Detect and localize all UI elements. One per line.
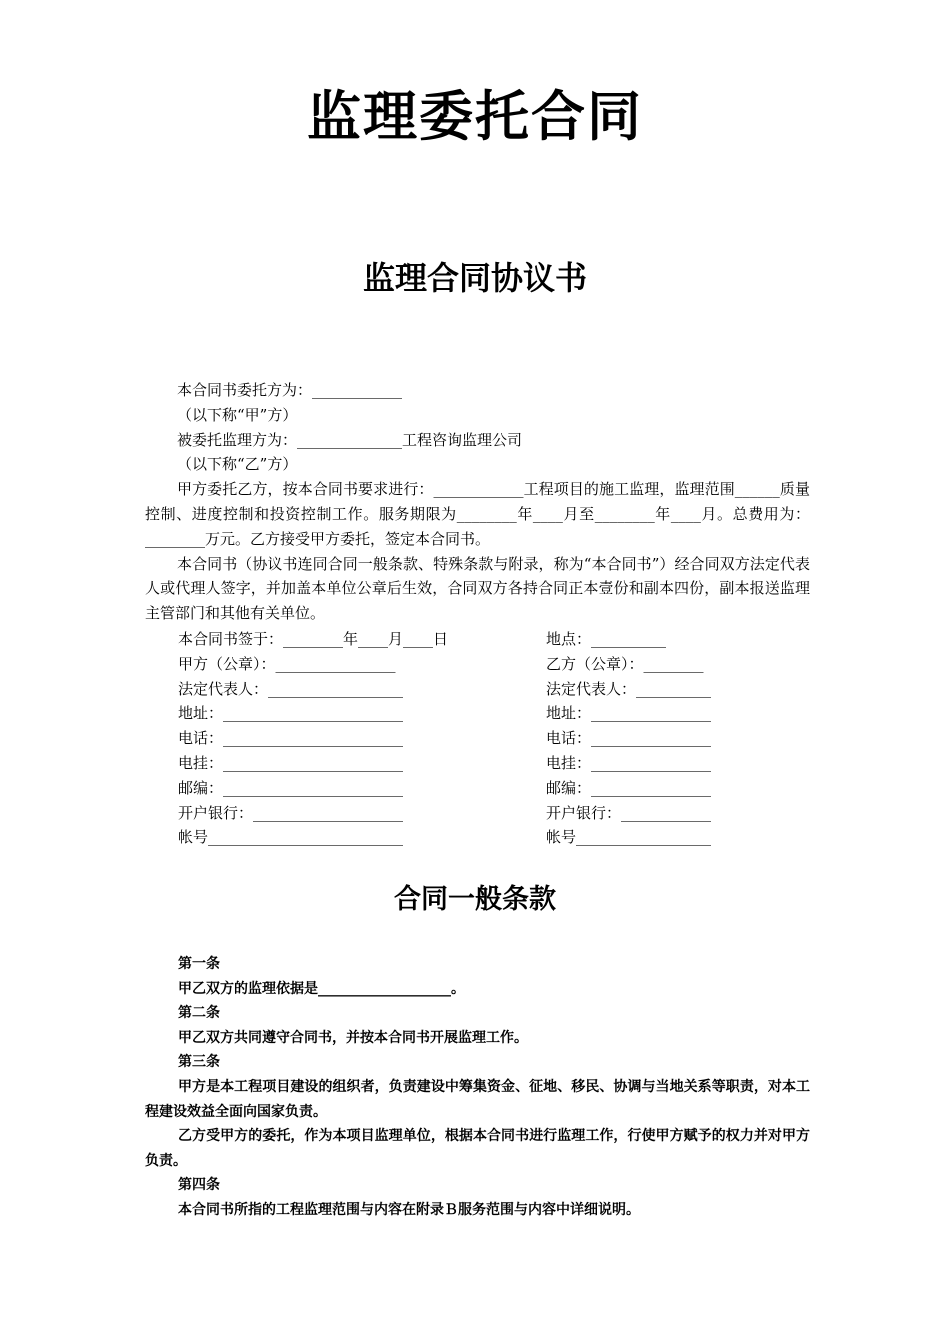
- party-a-postcode-field: 邮编：________________________: [178, 778, 404, 797]
- agreement-title: 监理合同协议书: [362, 259, 587, 297]
- article-4-heading: 第四条: [178, 1177, 220, 1194]
- agreement-client-alias: （以下称“甲”方）: [177, 405, 298, 424]
- article-3-text-party-a: 甲方是本工程项目建设的组织者，负责建设中筹集资金、征地、移民、协调与当地关系等职责，对本工程建设效益全面向国家负责。: [145, 1078, 810, 1120]
- party-b-seal-field: 乙方（公章）：________: [546, 654, 704, 673]
- agreement-contractor-line: 被委托监理方为：______________工程咨询监理公司: [177, 430, 523, 449]
- article-1-text: 甲乙双方的监理依据是___________________。: [178, 980, 465, 997]
- article-2-text: 甲乙双方共同遵守合同书，并按本合同书开展监理工作。: [178, 1029, 528, 1046]
- agreement-scope-paragraph: 甲方委托乙方，按本合同书要求进行：____________工程项目的施工监理，监理范围______质量控制、进度控制和投资控制工作。服务期限为________年____月至________年____月。总费用为：________万元。乙方接受甲方委托，签定本合同书。: [145, 480, 810, 548]
- agreement-body: [145, 378, 810, 626]
- party-b-postcode-field: 邮编：________________: [546, 778, 712, 797]
- signature-row-bank: [0, 801, 950, 826]
- general-terms-title: 合同一般条款: [394, 884, 556, 915]
- signature-row-address: [0, 701, 950, 726]
- party-b-bank-field: 开户银行：____________: [546, 803, 712, 822]
- party-b-account-field: 帐号__________________: [546, 828, 712, 847]
- signature-row-account: [0, 825, 950, 850]
- signature-row-phone: [0, 726, 950, 751]
- article-3-heading: 第三条: [178, 1054, 220, 1071]
- signature-row-date: [0, 627, 950, 652]
- article-1-heading: 第一条: [178, 956, 220, 972]
- document-main-title: 监理委托合同: [307, 85, 643, 148]
- party-a-telegraph-field: 电挂：________________________: [178, 753, 404, 772]
- party-a-bank-field: 开户银行：____________________: [178, 803, 404, 822]
- article-2-heading: 第二条: [178, 1005, 220, 1022]
- signature-row-representative: [0, 677, 950, 702]
- signing-date-field: 本合同书签于：________年____月____日: [178, 630, 449, 648]
- general-terms-body: [145, 952, 810, 1223]
- article-3-text-party-b: 乙方受甲方的委托，作为本项目监理单位，根据本合同书进行监理工作，行使甲方赋予的权力并对甲方负责。: [145, 1128, 810, 1169]
- signature-block: [0, 627, 950, 850]
- signature-row-seal: [0, 652, 950, 677]
- party-a-phone-field: 电话：________________________: [178, 729, 404, 748]
- party-a-address-field: 地址：________________________: [178, 704, 404, 723]
- agreement-client-line: 本合同书委托方为：____________: [177, 381, 403, 399]
- signature-row-postcode: [0, 776, 950, 801]
- article-4-text: 本合同书所指的工程监理范围与内容在附录Ｂ服务范围与内容中详细说明。: [178, 1201, 640, 1218]
- party-b-telegraph-field: 电挂：________________: [546, 753, 712, 772]
- agreement-validity-paragraph: 本合同书（协议书连同合同一般条款、特殊条款与附录，称为“本合同书”）经合同双方法定代表人或代理人签字，并加盖本单位公章后生效，合同双方各持合同正本壹份和副本四份，副本报送监理主管部门和其他有关单位。: [145, 554, 810, 623]
- party-a-representative-field: 法定代表人：__________________: [178, 679, 404, 698]
- party-b-phone-field: 电话：________________: [546, 729, 712, 748]
- signing-place-field: 地点：__________: [546, 630, 667, 648]
- party-a-account-field: 帐号__________________________: [178, 828, 404, 847]
- party-b-address-field: 地址：________________: [546, 704, 712, 723]
- agreement-contractor-alias: （以下称“乙”方）: [177, 455, 298, 474]
- signature-row-telegraph: [0, 751, 950, 776]
- party-a-seal-field: 甲方（公章）：________________: [178, 654, 396, 673]
- party-b-representative-field: 法定代表人：__________: [546, 679, 712, 698]
